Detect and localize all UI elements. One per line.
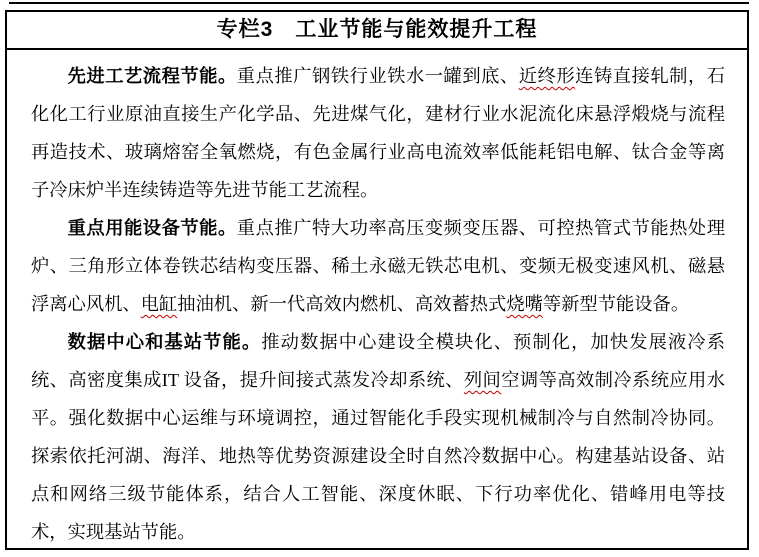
- paragraph-lead: 重点用能设备节能。: [67, 217, 237, 238]
- misspelled-word: 电缸: [140, 294, 178, 314]
- body-text: 推动数据中心建设全模块化、预制化，加快发展液冷系统、高密度集成IT 设备，提升间接式蒸发冷却系统、: [31, 332, 726, 390]
- body-text: 空调等高效制冷系统应用水平。强化数据中心运维与环境调控，通过智能化手段实现机械制冷与自然制冷协同。探索依托河湖、海洋、地热等优势资源建设全时自然冷数据中心。构建基站设备、站点和网络三级节能体系，结合人工智能、深度休眠、下行功率优化、错峰用电等技术，实现基站节能。: [31, 370, 726, 542]
- body-text: 等新型节能设备。: [542, 294, 690, 314]
- body-text: 重点推广钢铁行业铁水一罐到底、: [236, 66, 519, 86]
- panel-title: 专栏3 工业节能与能效提升工程: [7, 12, 747, 50]
- paragraph: [31, 57, 725, 209]
- panel-box: [5, 10, 749, 550]
- body-text: 重点推广特大功率高压变频变压器、可控热管式节能热处理炉、三角形立体卷铁芯结构变压器、稀土永磁无铁芯电机、变频无极变速风机、磁悬浮离心风机、: [31, 218, 726, 314]
- paragraph: [31, 323, 725, 551]
- top-divider-line: [9, 2, 749, 4]
- panel-body: [7, 50, 747, 551]
- misspelled-word: 列间: [463, 370, 502, 390]
- paragraph: [31, 209, 725, 323]
- misspelled-word: 近终形: [518, 66, 576, 86]
- paragraph-lead: 数据中心和基站节能。: [67, 331, 262, 352]
- body-text: 连铸直接轧制，石化化工行业原油直接生产化学品、先进煤气化，建材行业水泥流化床悬浮煅烧与流程再造技术、玻璃熔窑全氧燃烧，有色金属行业高电流效率低能耗铝电解、钛合金等离子冷床炉半连续铸造等先进节能工艺流程。: [31, 66, 726, 200]
- paragraph-lead: 先进工艺流程节能。: [67, 65, 237, 86]
- misspelled-word: 烧嘴: [506, 294, 543, 314]
- body-text: 抽油机、新一代高效内燃机、高效蓄热式: [177, 294, 507, 314]
